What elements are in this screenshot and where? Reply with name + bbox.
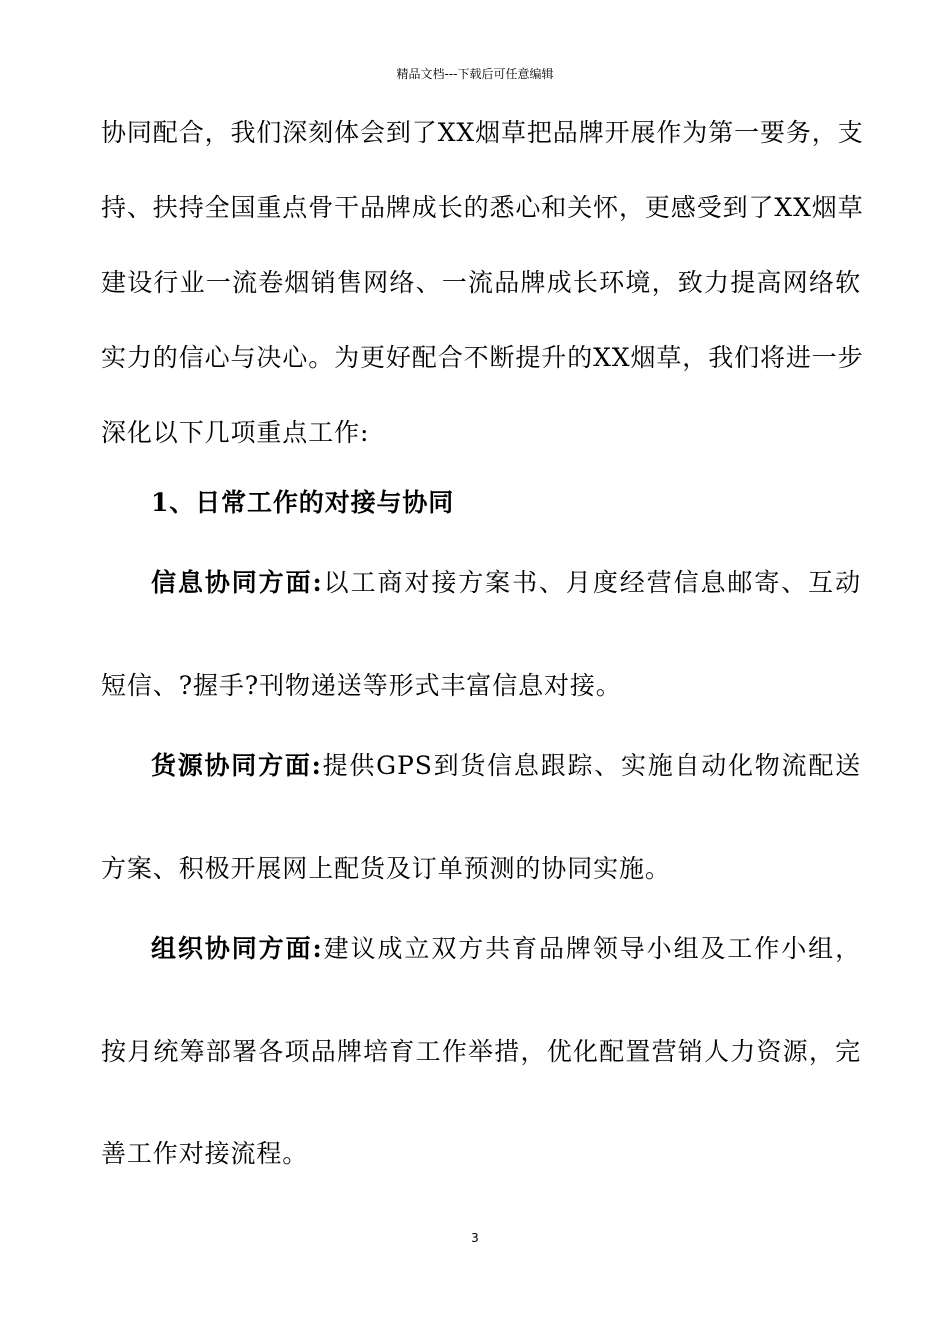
page-number: 3 [471,1231,479,1245]
paragraph-line-2: 持、扶持全国重点骨干品牌成长的悉心和关怀，更感受到了XX烟草 [101,193,864,222]
org-line-1 [151,932,861,966]
info-text-1: 以工商对接方案书、月度经营信息邮寄、互动 [322,568,861,597]
info-line-1 [151,566,861,600]
paragraph-line-5: 深化以下几项重点工作: [101,418,370,447]
org-line-3: 善工作对接流程。 [101,1139,309,1168]
supply-text-1: 提供GPS到货信息跟踪、实施自动化物流配送 [321,751,862,780]
paragraph-line-1: 协同配合，我们深刻体会到了XX烟草把品牌开展作为第一要务，支 [101,118,864,147]
org-line-2: 按月统筹部署各项品牌培育工作举措，优化配置营销人力资源，完 [101,1037,861,1066]
info-label: 信息协同方面: [151,568,323,597]
org-text-1: 建议成立双方共育品牌领导小组及工作小组， [322,934,861,963]
paragraph-line-3: 建设行业一流卷烟销售网络、一流品牌成长环境，致力提高网络软 [101,268,861,297]
supply-label: 货源协同方面: [151,751,322,780]
paragraph-line-4: 实力的信心与决心。为更好配合不断提升的XX烟草，我们将进一步 [101,343,864,372]
org-label: 组织协同方面: [151,934,323,963]
supply-line-2: 方案、积极开展网上配货及订单预测的协同实施。 [101,854,671,883]
page-header: 精品文档---下载后可任意编辑 [396,67,554,81]
supply-line-1 [151,749,861,783]
section-heading: 1、日常工作的对接与协同 [151,488,455,517]
info-line-2: 短信、?握手?刊物递送等形式丰富信息对接。 [101,671,622,700]
